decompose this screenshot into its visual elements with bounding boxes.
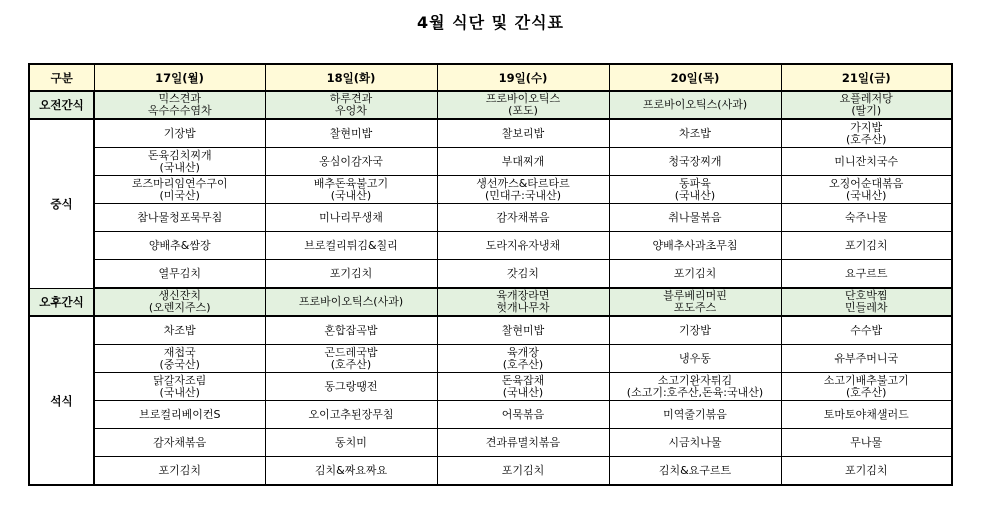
dinner-row: [29, 429, 952, 457]
menu-cell: [94, 316, 265, 345]
menu-cell: [437, 401, 609, 429]
menu-item: 곤드레국밥: [324, 345, 378, 359]
menu-item: 요구르트: [844, 266, 888, 280]
menu-item: (민대구:국내산): [484, 188, 562, 202]
menu-cell: [609, 204, 781, 232]
menu-item: 포기김치: [844, 463, 888, 477]
lunch-row: [29, 119, 952, 148]
menu-cell: [781, 401, 952, 429]
menu-item: 찰현미밥: [329, 126, 373, 140]
menu-cell: [609, 91, 781, 119]
menu-item: 돈육잡채: [501, 373, 545, 387]
menu-item: (호주산): [502, 357, 544, 371]
menu-cell: [781, 232, 952, 260]
menu-item: 배추돈육불고기: [313, 176, 389, 190]
menu-item: 김치&짜요짜요: [314, 463, 388, 477]
menu-item: 시금치나물: [668, 435, 722, 449]
header-row: [29, 64, 952, 91]
section-label: 오전간식: [29, 91, 94, 119]
menu-cell: [437, 429, 609, 457]
menu-item: 미나리무생채: [319, 210, 383, 224]
menu-item: 견과류멸치볶음: [485, 435, 561, 449]
menu-item: 도라지유자냉채: [485, 238, 561, 252]
menu-item: 갓김치: [507, 266, 539, 280]
menu-item: 취나물볶음: [668, 210, 722, 224]
menu-item: 냉우동: [679, 351, 711, 365]
menu-cell: [94, 429, 265, 457]
menu-cell: [94, 232, 265, 260]
lunch-row: [29, 260, 952, 289]
menu-item: (국내산): [159, 385, 200, 399]
menu-cell: [609, 232, 781, 260]
menu-item: 기장밥: [679, 323, 711, 337]
menu-item: 부대찌개: [501, 154, 545, 168]
menu-item: 포기김치: [158, 463, 201, 477]
menu-item: (미국산): [159, 188, 200, 202]
lunch-row: [29, 176, 952, 204]
menu-cell: [781, 429, 952, 457]
menu-cell: [437, 91, 609, 119]
page-title: 4월 식단 및 간식표: [416, 13, 565, 32]
menu-cell: [437, 176, 609, 204]
menu-item: 청국장찌개: [668, 154, 722, 168]
menu-cell: [781, 176, 952, 204]
menu-item: 포기김치: [501, 463, 545, 477]
meal-schedule-table: [28, 63, 953, 486]
menu-cell: [265, 457, 437, 486]
day-header: 21일(금): [781, 64, 952, 91]
menu-cell: [94, 345, 265, 373]
menu-cell: [437, 345, 609, 373]
menu-item: 감자채볶음: [153, 435, 207, 449]
menu-item: 기장밥: [163, 126, 196, 140]
menu-cell: [437, 316, 609, 345]
menu-item: (국내산): [846, 188, 887, 202]
menu-item: 무나물: [850, 435, 883, 449]
menu-item: 오징어순대볶음: [829, 176, 904, 190]
menu-item: 요플레저당: [839, 92, 893, 105]
menu-item: 가지밥: [850, 120, 883, 134]
dinner-row: [29, 316, 952, 345]
menu-cell: [437, 232, 609, 260]
menu-item: 포기김치: [329, 266, 373, 280]
menu-item: 포도주스: [673, 301, 717, 314]
category-header: 구분: [29, 64, 94, 91]
menu-cell: [609, 429, 781, 457]
menu-item: 찰보리밥: [501, 126, 545, 140]
pm-snack-row: [29, 288, 952, 316]
menu-item: 양배추사과초무침: [652, 238, 738, 252]
menu-cell: [781, 204, 952, 232]
menu-cell: [94, 91, 265, 119]
lunch-row: [29, 148, 952, 176]
menu-cell: [609, 316, 781, 345]
menu-cell: [609, 260, 781, 289]
section-label: 중식: [29, 119, 94, 288]
menu-cell: [94, 373, 265, 401]
menu-cell: [781, 260, 952, 289]
menu-cell: [265, 288, 437, 316]
menu-cell: [437, 260, 609, 289]
menu-cell: [94, 204, 265, 232]
menu-item: 열무김치: [158, 266, 201, 280]
menu-item: 브로컬리튀김&칠리: [304, 238, 398, 252]
menu-cell: [265, 345, 437, 373]
menu-cell: [609, 401, 781, 429]
day-header: 19일(수): [437, 64, 609, 91]
menu-cell: [609, 457, 781, 486]
dinner-row: [29, 345, 952, 373]
menu-cell: [609, 288, 781, 316]
menu-cell: [781, 119, 952, 148]
menu-cell: [265, 176, 437, 204]
menu-cell: [437, 148, 609, 176]
menu-item: (국내산): [159, 160, 200, 174]
menu-cell: [437, 457, 609, 486]
menu-item: 동치미: [335, 435, 367, 449]
menu-item: (중국산): [159, 357, 200, 371]
lunch-row: [29, 232, 952, 260]
menu-item: 수수밥: [850, 323, 883, 337]
menu-item: 어묵볶음: [501, 407, 545, 421]
menu-item: (포도): [508, 104, 538, 117]
section-label: 석식: [29, 316, 94, 485]
menu-item: 재첩국: [163, 345, 196, 359]
menu-item: 블루베리머핀: [663, 289, 727, 302]
dinner-row: [29, 401, 952, 429]
menu-item: (국내산): [502, 385, 544, 399]
menu-item: 미역줄기볶음: [663, 407, 727, 421]
menu-item: 포기김치: [673, 266, 717, 280]
menu-cell: [265, 91, 437, 119]
menu-item: (딸기): [851, 104, 882, 117]
menu-cell: [609, 373, 781, 401]
menu-cell: [265, 148, 437, 176]
menu-cell: [265, 232, 437, 260]
menu-cell: [781, 345, 952, 373]
menu-cell: [94, 148, 265, 176]
menu-item: (오렌지주스): [148, 301, 211, 314]
menu-item: 닭갈자조림: [153, 373, 207, 387]
menu-cell: [609, 148, 781, 176]
menu-item: 숙주나물: [844, 210, 888, 224]
menu-cell: [265, 316, 437, 345]
dinner-row: [29, 373, 952, 401]
menu-item: 민들레차: [844, 301, 888, 314]
menu-cell: [609, 345, 781, 373]
menu-item: 프로바이오틱스(사과): [642, 98, 748, 111]
menu-cell: [437, 288, 609, 316]
am-snack-row: [29, 91, 952, 119]
menu-cell: [781, 457, 952, 486]
menu-item: 믹스견과: [158, 92, 201, 105]
menu-item: 동파육: [679, 176, 711, 190]
menu-item: (호주산): [330, 357, 372, 371]
menu-cell: [609, 119, 781, 148]
menu-cell: [265, 429, 437, 457]
menu-cell: [94, 457, 265, 486]
menu-cell: [437, 373, 609, 401]
menu-item: 차조밥: [163, 323, 196, 337]
menu-item: 돈육김치찌개: [147, 148, 212, 162]
menu-item: 프로바이오틱스: [485, 92, 561, 105]
menu-cell: [265, 373, 437, 401]
day-header: 17일(월): [94, 64, 265, 91]
menu-item: 소고기완자튀김: [657, 373, 733, 387]
day-header: 18일(화): [265, 64, 437, 91]
menu-item: 브로컬리베이컨S: [139, 407, 221, 421]
menu-cell: [94, 401, 265, 429]
menu-item: 육개장: [507, 345, 539, 359]
menu-cell: [265, 204, 437, 232]
menu-item: 로즈마리임연수구이: [131, 176, 228, 190]
menu-item: (국내산): [674, 188, 716, 202]
menu-item: (국내산): [330, 188, 372, 202]
menu-item: (호주산): [846, 132, 887, 146]
menu-item: 생선까스&타르타르: [476, 176, 570, 190]
menu-item: 감자채볶음: [496, 210, 550, 224]
menu-item: (호주산): [846, 385, 887, 399]
menu-cell: [609, 176, 781, 204]
menu-item: 오이고추된장무침: [308, 407, 394, 421]
menu-item: 하루견과: [329, 92, 373, 105]
menu-cell: [781, 148, 952, 176]
menu-item: 우엉차: [335, 104, 367, 117]
menu-cell: [437, 119, 609, 148]
menu-item: 참나물청포묵무침: [137, 210, 223, 224]
menu-cell: [265, 401, 437, 429]
section-label: 오후간식: [29, 288, 94, 316]
menu-item: (소고기:호주산,돈육:국내산): [626, 385, 764, 399]
menu-item: 차조밥: [679, 126, 711, 140]
menu-cell: [265, 260, 437, 289]
menu-cell: [94, 176, 265, 204]
menu-item: 육개장라면: [496, 289, 550, 302]
menu-item: 프로바이오틱스(사과): [298, 295, 404, 308]
menu-cell: [265, 119, 437, 148]
day-header: 20일(목): [609, 64, 781, 91]
menu-item: 단호박찜: [844, 289, 888, 302]
menu-cell: [94, 288, 265, 316]
menu-item: 유부주머니국: [834, 351, 899, 365]
menu-item: 옹심이감자국: [319, 154, 383, 168]
menu-cell: [781, 91, 952, 119]
menu-item: 혼합잡곡밥: [324, 323, 378, 337]
lunch-row: [29, 204, 952, 232]
dinner-row: [29, 457, 952, 486]
menu-item: 동그랑땡전: [324, 379, 378, 393]
menu-item: 토마토야채샐러드: [823, 407, 909, 421]
menu-cell: [94, 119, 265, 148]
menu-item: 찰현미밥: [501, 323, 545, 337]
menu-cell: [781, 288, 952, 316]
menu-item: 포기김치: [844, 238, 888, 252]
menu-cell: [94, 260, 265, 289]
menu-cell: [437, 204, 609, 232]
menu-item: 미니잔치국수: [834, 154, 899, 168]
menu-item: 양배추&쌈장: [148, 238, 211, 252]
menu-item: 옥수수수염차: [147, 104, 212, 117]
menu-cell: [781, 373, 952, 401]
menu-item: 소고기배추불고기: [823, 373, 909, 387]
menu-item: 헛개나무차: [496, 301, 550, 314]
menu-cell: [781, 316, 952, 345]
menu-item: 김치&요구르트: [658, 463, 732, 477]
menu-item: 생신잔치: [158, 289, 201, 302]
